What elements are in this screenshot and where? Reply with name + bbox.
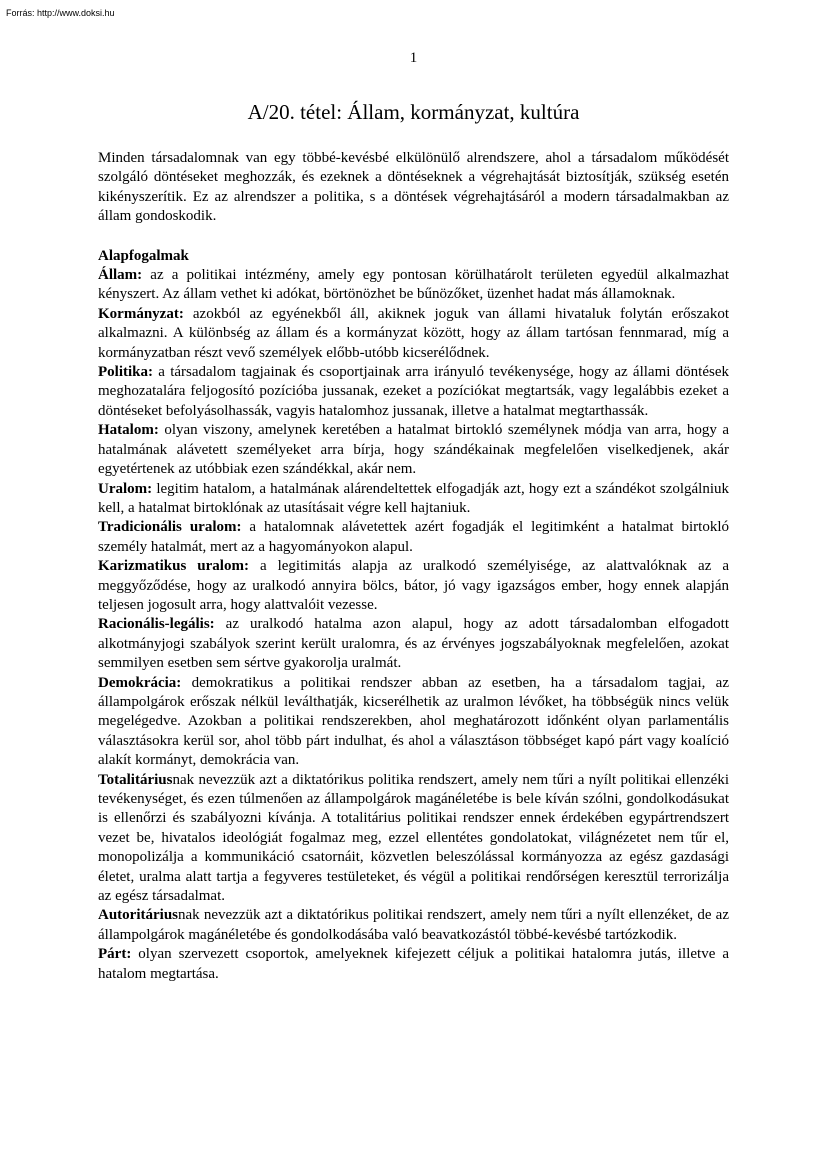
definition-text: legitim hatalom, a hatalmának alárendeltettek elfogadják azt, hogy ezt a szándékot szolgálniuk kell, a hatalmat birtoklónak az utasításait végre kell hajtaniuk. <box>98 480 729 516</box>
definition-karizmatikus-uralom <box>98 557 729 615</box>
definition-text: nak nevezzük azt a diktatórikus politikai rendszert, amely nem tűri a nyílt ellenzéket, de az állampolgárok magánéletébe és gondolkodásába való beavatkozástól többé-kevésbé tartózkodik. <box>98 907 729 943</box>
definition-hatalom <box>98 421 729 479</box>
definition-tradicionalis-uralom <box>98 518 729 557</box>
definition-term: Hatalom: <box>98 422 159 439</box>
definition-term: Állam: <box>98 267 143 284</box>
definition-term: Totalitárius <box>98 771 173 788</box>
definition-text: olyan viszony, amelynek keretében a hatalmat birtokló személynek módja van arra, hogy a hatalmának alávetett személyeket arra bírja, hogy szándékainak megfelelően viselkedjenek, akár egyetértenek az utóbbiak ezen szándékkal, akár nem. <box>98 422 729 478</box>
definition-kormanyzat <box>98 305 729 363</box>
definition-part <box>98 945 729 984</box>
definition-text: demokratikus a politikai rendszer abban az esetben, ha a társadalom tagjai, az állampolgárok erőszak nélkül leválthatják, kicserélhetik az uralmon lévőket, ha többségük nincs velük megelégedve. Azokban a politikai rendszerekben, ahol meghatározott időnként olyan parlamentális választásokra kerül sor, ahol több párt indulhat, és ahol a választáson többséget kapó párt vagy koalíció alakít kormányt, demokrácia van. <box>98 674 729 769</box>
definition-text: nak nevezzük azt a diktatórikus politika rendszert, amely nem tűri a nyílt politikai ellenzéki tevékenységet, és ezen túlmenően az állampolgárok magánéletébe is bele kíván szólni, gondolkodásukat is ellenőrzi és szabályozni kívánja. A totalitárius politikai rendszer ennek érdekében egypártrendszert vezet be, hivatalos ideológiát fogalmaz meg, ezzel ellentétes gondolatokat, világnézetet nem tűr el, monopolizálja a kommunikáció csatornáit, közvetlen beleszólással kormányozza az egész gazdasági életet, uralma alatt tartja a fegyveres testületeket, és végül a politikai rendőrségen keresztül terrorizálja az egész társadalmat. <box>98 771 729 905</box>
definition-allam <box>98 266 729 305</box>
definition-term: Racionális-legális: <box>98 616 215 633</box>
section-heading: Alapfogalmak <box>98 247 189 264</box>
definition-text: az uralkodó hatalma azon alapul, hogy az adott társadalomban elfogadott alkotmányjogi szabályok szerint került uralomra, és az érvényes jogszabályoknak megfelelően, azokat semmilyen esetben sem sértve gyakorolja uralmát. <box>98 616 729 672</box>
definition-term: Kormányzat: <box>98 305 184 322</box>
definition-demokracia <box>98 674 729 771</box>
definition-totalitarius <box>98 771 729 907</box>
definition-uralom <box>98 480 729 519</box>
definition-term: Autoritárius <box>98 907 178 924</box>
definition-autoritarius <box>98 906 729 945</box>
definition-term: Karizmatikus uralom: <box>98 558 249 575</box>
definition-racionalis-legalis <box>98 615 729 673</box>
definition-text: a legitimitás alapja az uralkodó személyisége, az alattvalóknak az a meggyőződése, hogy az uralkodó annyira bölcs, bátor, jó vagy igazságos ember, hogy ennek alapján teljesen jogosult arra, hogy alattvalóit vezesse. <box>98 558 729 613</box>
definition-politika <box>98 363 729 421</box>
page-number: 1 <box>409 50 418 66</box>
source-url: Forrás: http://www.doksi.hu <box>6 8 115 18</box>
definition-term: Demokrácia: <box>98 674 182 691</box>
definition-term: Tradicionális uralom: <box>98 519 242 536</box>
page-title: A/20. tétel: Állam, kormányzat, kultúra <box>247 100 580 124</box>
definition-term: Uralom: <box>98 480 153 497</box>
definition-text: a társadalom tagjainak és csoportjainak arra irányuló tevékenysége, hogy az állami döntések meghozatalára feljogosító pozícióba jussanak, ezeket a pozíciókat megtartsák, vagy legalábbis ezeket a döntéseket befolyásolhassák, vagyis hatalomhoz jussanak, illetve a hatalmat megtarthassák. <box>98 364 729 419</box>
definition-text: az a politikai intézmény, amely egy pontosan körülhatárolt területen egyedül alkalmazhat kényszert. Az állam vethet ki adókat, börtönözhet be bűnözőket, üzenhet hadat más államoknak. <box>98 267 729 303</box>
definition-text: olyan szervezett csoportok, amelyeknek kifejezett céljuk a politikai hatalomra jutás, illetve a hatalom megtartása. <box>98 946 729 982</box>
definition-term: Politika: <box>98 364 153 381</box>
definition-text: azokból az egyénekből áll, akiknek joguk van állami hivataluk folytán erőszakot alkalmazni. A különbség az állam és a kormányzat között, hogy az állam tartósan fennmarad, míg a kormányzatban részt vevő személyek előbb-utóbb kicserélődnek. <box>98 305 729 361</box>
definition-text: a hatalomnak alávetettek azért fogadják el legitimként a hatalmat birtokló személy hatalmát, mert az a hagyományokon alapul. <box>98 519 729 555</box>
document-body <box>98 149 729 984</box>
definition-term: Párt: <box>98 946 132 963</box>
intro-paragraph: Minden társadalomnak van egy többé-kevésbé elkülönülő alrendszere, ahol a társadalom működését szolgáló döntéseket meghozzák, és ezeknek a döntéseknek a végrehajtását biztosítják, szükség esetén kikényszerítik. Ez az alrendszer a politika, s a döntések végrehajtásáról a modern társadalmakban az állam gondoskodik. <box>98 150 729 225</box>
